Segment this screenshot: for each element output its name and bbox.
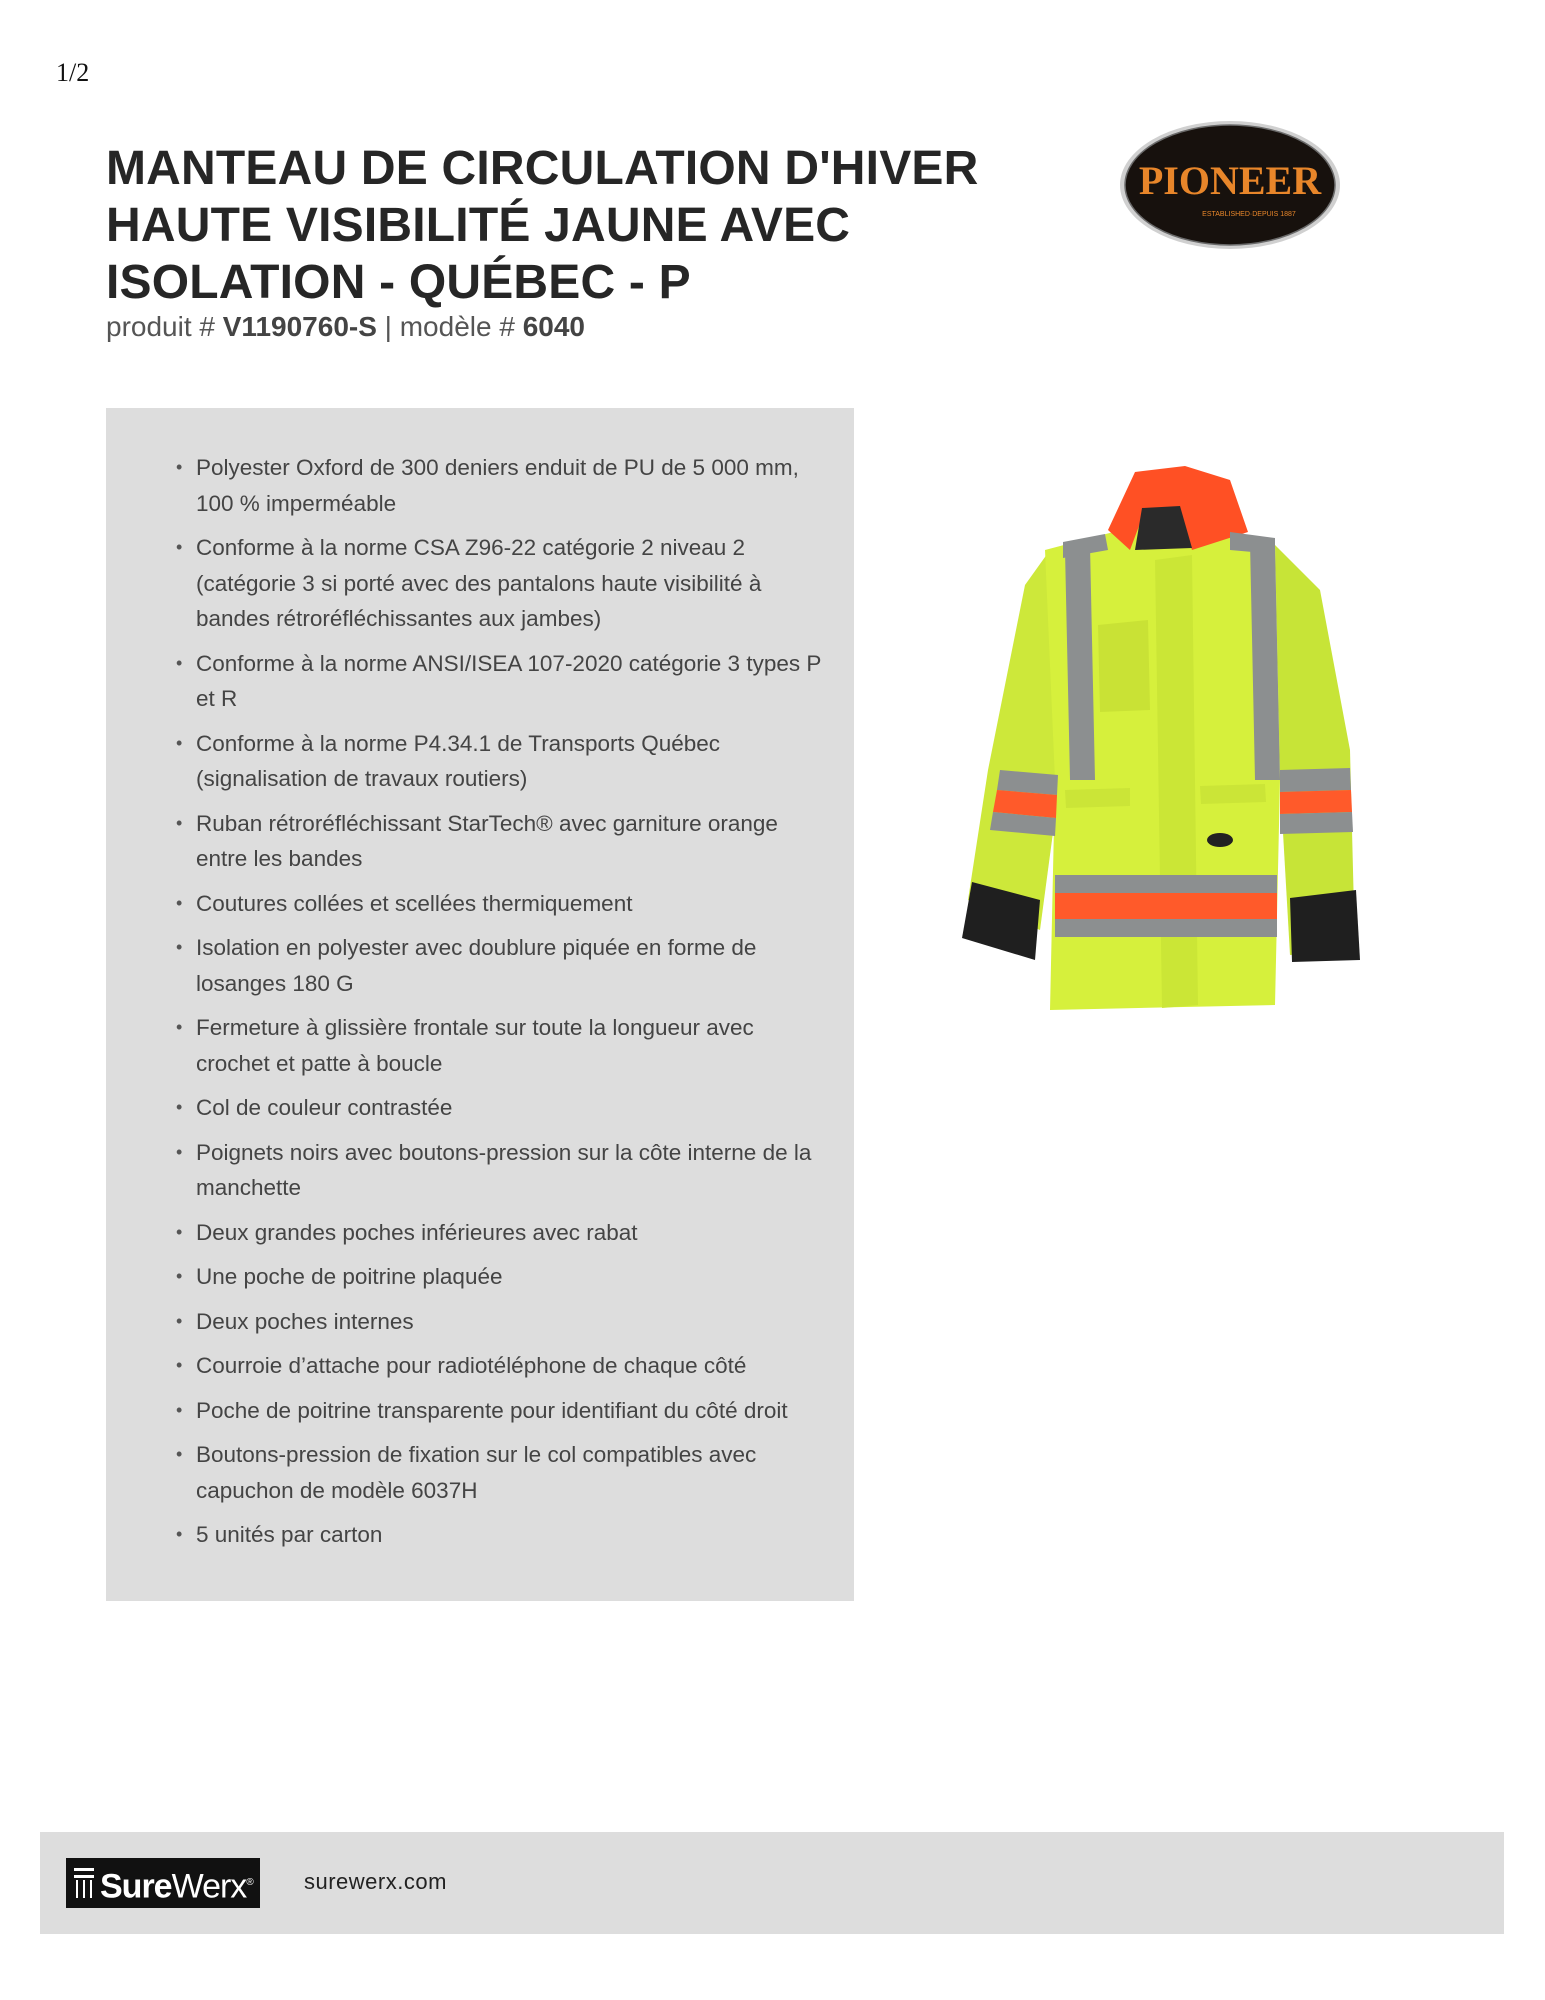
bullet: • [176,732,183,753]
product-identifiers [106,311,585,343]
pioneer-logo-text: PIONEER [1138,158,1322,203]
feature-item: • Fermeture à glissière frontale sur toute la longueur avec crochet et patte à boucle [176,1010,826,1081]
footer-website-link[interactable]: surewerx.com [304,1869,447,1894]
pioneer-logo-tagline: ESTABLISHED·DEPUIS 1887 [1202,211,1296,218]
feature-item: • Conforme à la norme ANSI/ISEA 107-2020 catégorie 3 types P et R [176,646,826,717]
feature-item: • Deux grandes poches inférieures avec rabat [176,1215,826,1251]
feature-item: • Isolation en polyester avec doublure piquée en forme de losanges 180 G [176,930,826,1001]
feature-item: • Ruban rétroréfléchissant StarTech® avec garniture orange entre les bandes [176,806,826,877]
feature-item: • Polyester Oxford de 300 deniers enduit de PU de 5 000 mm, 100 % imperméable [176,450,826,521]
bullet: • [176,537,183,557]
bullet: • [176,1310,183,1331]
page-number: 1/2 [56,58,90,87]
bullet: • [176,1399,183,1420]
bullet: • [176,1097,183,1117]
product-number: V1190760-S [222,311,377,342]
bullet: • [176,652,183,673]
feature-item: • Conforme à la norme P4.34.1 de Transports Québec (signalisation de travaux routiers) [176,726,826,797]
bullet: • [176,812,183,833]
surewerx-mark-icon [72,1866,96,1900]
surewerx-logo [66,1858,260,1908]
feature-item: • Deux poches internes [176,1304,826,1340]
feature-item: • Courroie d’attache pour radiotéléphone de chaque côté [176,1348,826,1384]
product-label: produit # [106,311,215,342]
feature-item: • Conforme à la norme CSA Z96-22 catégorie 2 niveau 2 (catégorie 3 si porté avec des pantalons haute visibilité à bandes rétroréfléchissantes aux jambes) [176,530,826,637]
title-line-2: HAUTE VISIBILITÉ JAUNE AVEC [106,199,851,252]
bullet: • [176,1355,183,1375]
features-panel [106,408,854,1601]
title-line-3: ISOLATION - QUÉBEC - P [106,256,691,309]
feature-item: • Poignets noirs avec boutons-pression sur la côte interne de la manchette [176,1135,826,1206]
bullet: • [176,1221,183,1242]
model-label: modèle # [399,311,515,342]
bullet: • [176,1017,183,1037]
bullet: • [176,1266,183,1286]
product-title [106,140,1006,311]
bullet: • [176,892,183,913]
model-number: 6040 [522,311,585,342]
features-list [176,450,826,1562]
bullet: • [176,1444,183,1464]
jacket-product-image [930,450,1370,1030]
feature-item: • Une poche de poitrine plaquée [176,1259,826,1295]
separator: | [384,311,392,342]
feature-item: • 5 unités par carton [176,1517,826,1553]
pioneer-logo [1118,118,1342,252]
bullet: • [176,1141,183,1162]
feature-item: • Boutons-pression de fixation sur le col compatibles avec capuchon de modèle 6037H [176,1437,826,1508]
bullet: • [176,937,183,957]
feature-item: • Coutures collées et scellées thermiquement [176,886,826,922]
page-footer [40,1832,1504,1934]
bullet: • [176,1524,183,1544]
feature-item: • Poche de poitrine transparente pour identifiant du côté droit [176,1393,826,1429]
feature-item: • Col de couleur contrastée [176,1090,826,1126]
bullet: • [176,457,183,477]
title-line-1: MANTEAU DE CIRCULATION D'HIVER [106,142,979,195]
surewerx-wordmark: SureWerx® [100,1867,253,1906]
